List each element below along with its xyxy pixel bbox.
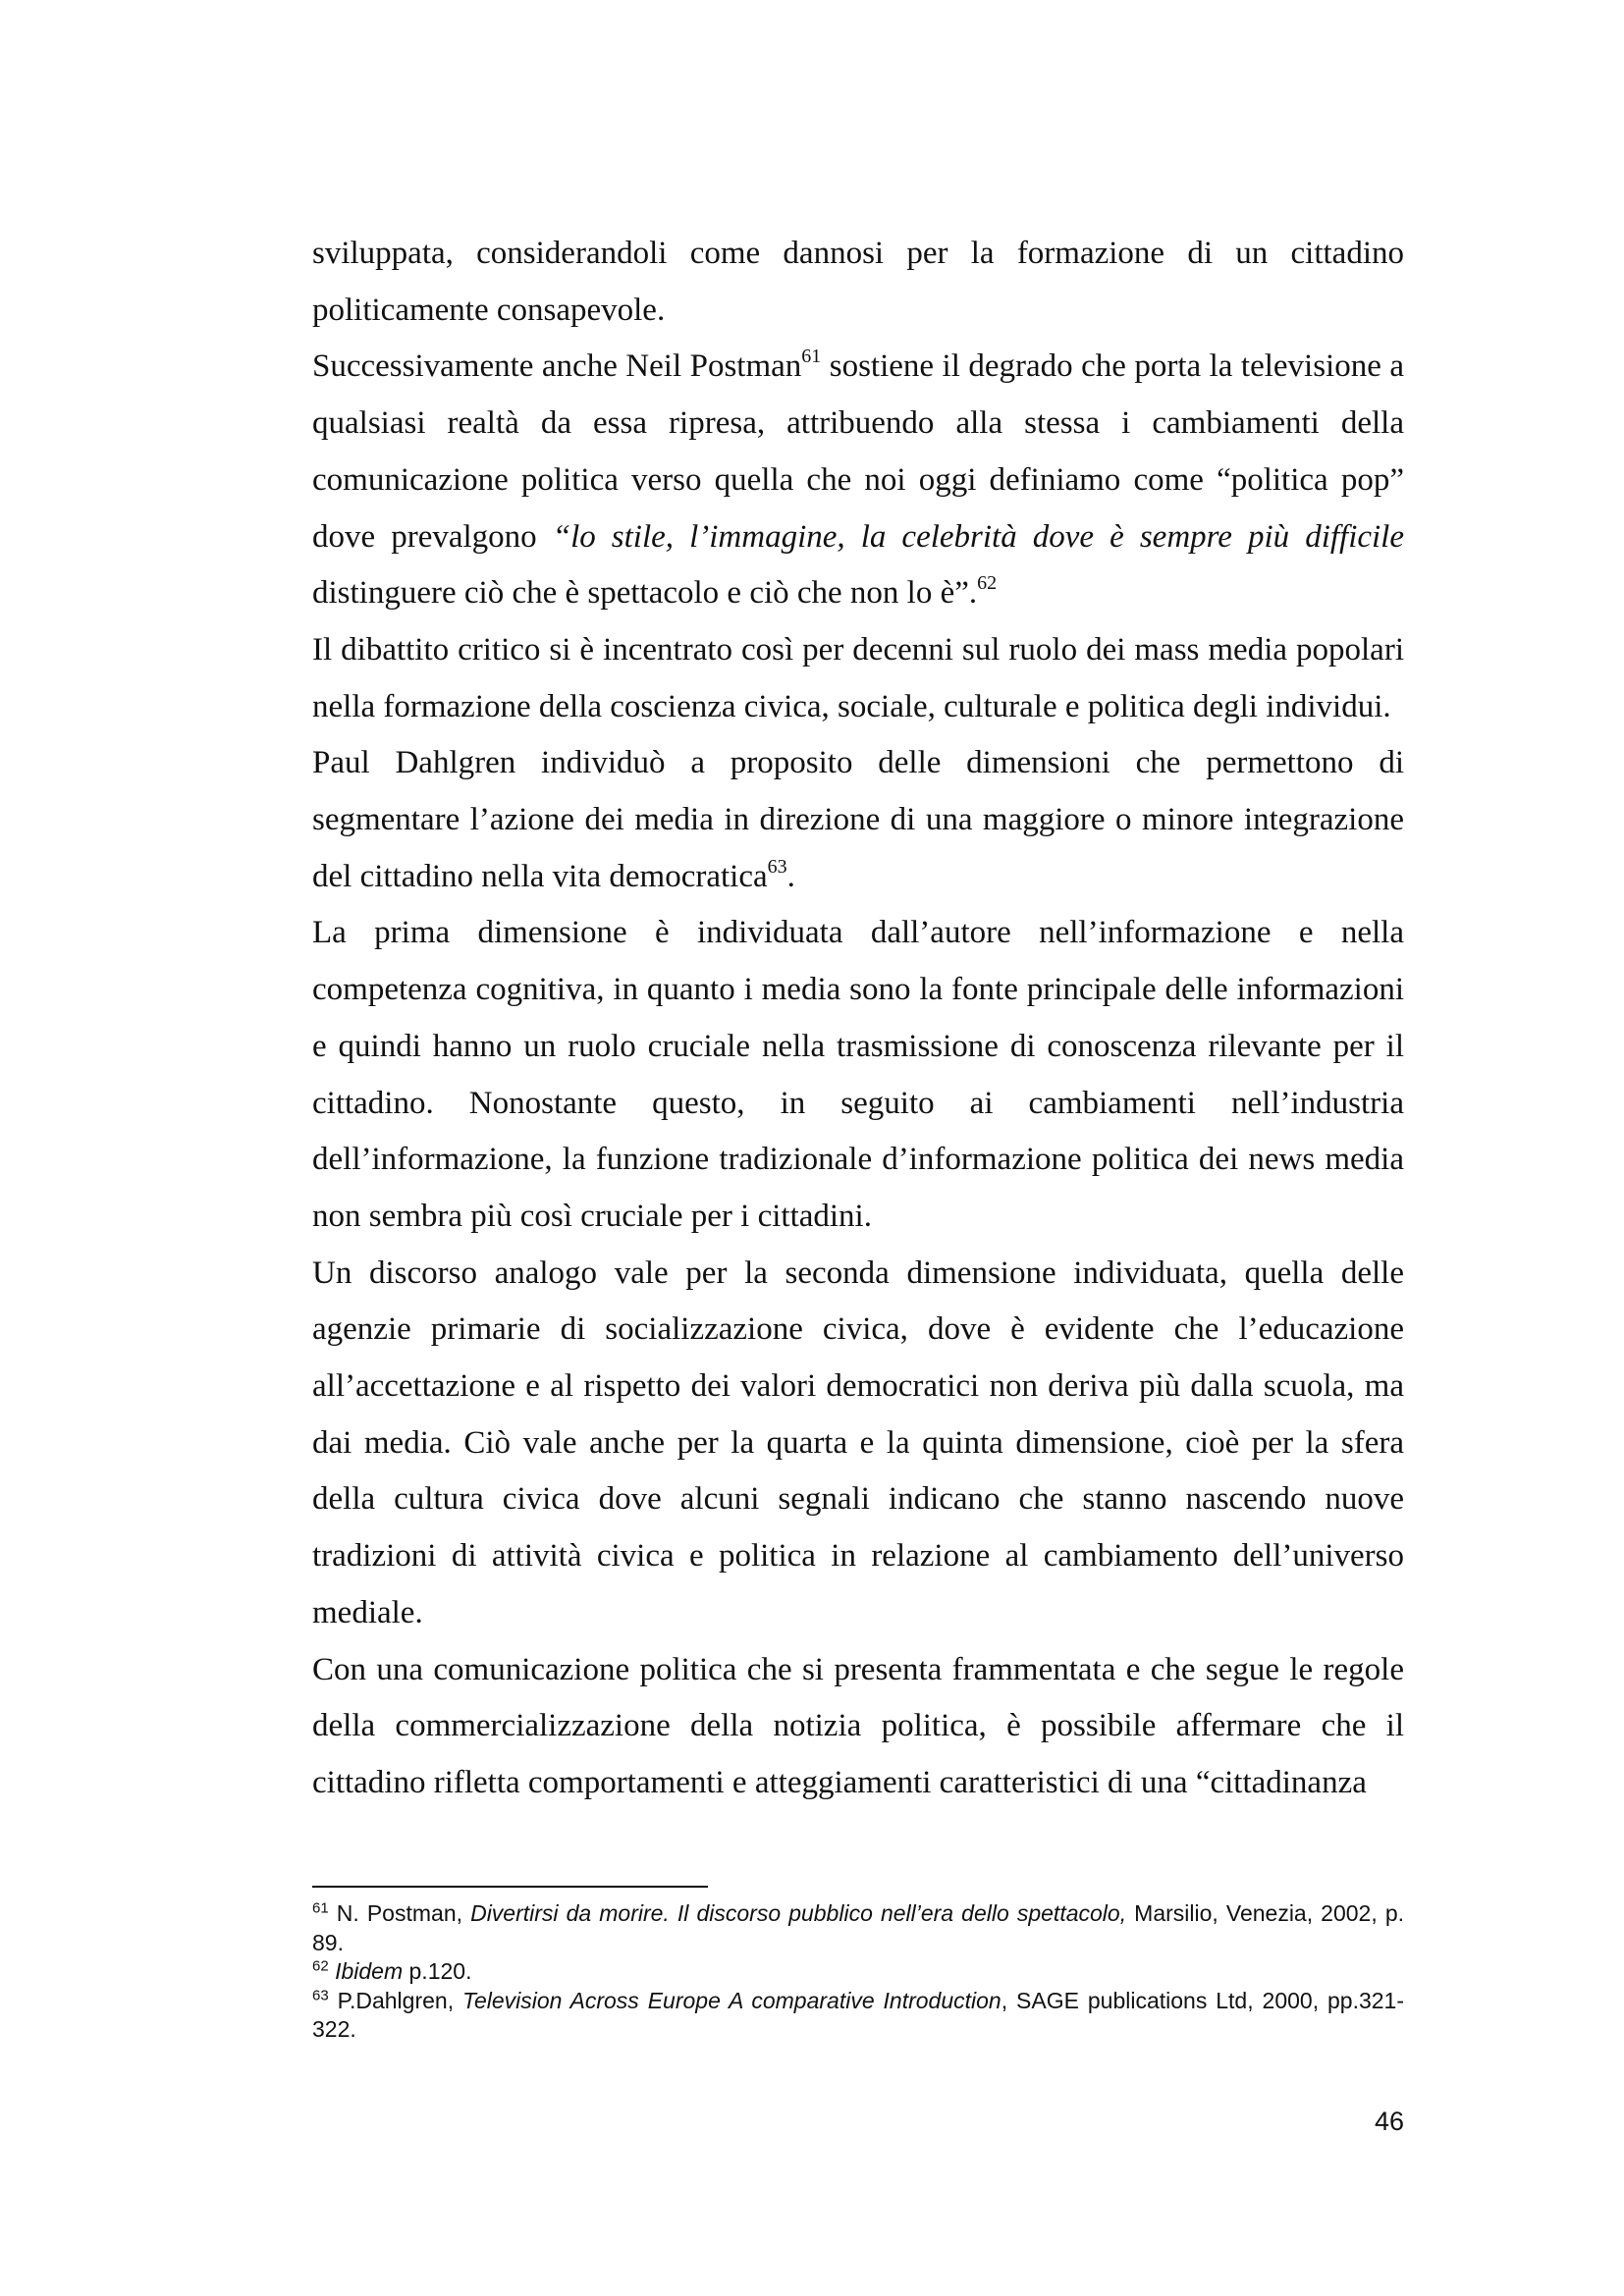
footnote-separator [312,1886,708,1888]
footnote-ref-63[interactable]: 63 [767,855,787,878]
footnote-title: Ibidem [335,1958,404,1984]
footnote-text-post: , SAGE publications Ltd, 2000, pp.321-322. [312,1987,1404,2042]
footnote-63 [312,1987,1404,2045]
paragraph-5: Un discorso analogo vale per la seconda dimensione individuata, quella delle agenzie primarie di socializzazione civica, dove è evidente che l’educazione all’accettazione e al rispetto dei valori democratici non deriva più dalla scuola, ma dai media. Ciò vale anche per la quarta e la quinta dimensione, cioè per la sfera della cultura civica dove alcuni segnali indicano che stanno nascendo nuove tradizioni di attività civica e politica in relazione al cambiamento dell’universo mediale. [312,1255,1404,1630]
footnote-title: Divertirsi da morire. Il discorso pubblico nell’era dello spettacolo, [470,1900,1127,1926]
paragraph-1-text-a: Successivamente anche Neil Postman [312,348,802,385]
paragraph-1-quote: “lo stile, l’immagine, la celebrità dove è sempre più difficile [552,518,1404,555]
paragraph-1-text-c: distinguere ciò che è spettacolo e ciò che non lo è”. [312,575,978,612]
paragraph-2: Il dibattito critico si è incentrato così per decenni sul ruolo dei mass media popolari nella formazione della coscienza civica, sociale, culturale e politica degli individui. [312,631,1404,724]
body-text [312,226,1404,1812]
paragraph-3 [312,735,1404,905]
paragraph-3-text-a: Paul Dahlgren individuò a proposito delle dimensioni che permettono di segmentare l’azione dei media in direzione di una maggiore o minore integrazione del cittadino nella vita democratica [312,745,1404,894]
footnote-text-post: p.120. [403,1958,472,1984]
paragraph-4: La prima dimensione è individuata dall’autore nell’informazione e nella competenza cognitiva, in quanto i media sono la fonte principale delle informazioni e quindi hanno un ruolo cruciale nella trasmissione di conoscenza rilevante per il cittadino. Nonostante questo, in seguito ai cambiamenti nell’industria dell’informazione, la funzione tradizionale d’informazione politica dei news media non sembra più così cruciale per i cittadini. [312,915,1404,1234]
footnote-title: Television Across Europe A comparative Introduction [462,1987,1001,2013]
footnote-number: 63 [312,1986,329,2003]
footnotes [312,1899,1404,2045]
footnote-61 [312,1899,1404,1957]
paragraph-3-text-b: . [786,858,795,894]
paragraph-1 [312,339,1404,622]
footnote-62 [312,1957,1404,1987]
page-number: 46 [1374,2107,1404,2136]
footnote-ref-62[interactable]: 62 [977,572,998,595]
footnote-ref-61[interactable]: 61 [801,346,822,368]
paragraph-6: Con una comunicazione politica che si presenta frammentata e che segue le regole della commercializzazione della notizia politica, è possibile affermare che il cittadino rifletta comportamenti e atteggiamenti caratteristici di una “cittadinanza [312,1651,1404,1800]
footnote-number: 61 [312,1899,329,1917]
paragraph-1-text-b: sostiene il degrado che porta la televisione a qualsiasi realtà da essa ripresa, attribuendo alla stessa i cambiamenti della comunicazione politica verso quella che noi oggi definiamo come “politica pop” dove prevalgono [312,348,1404,555]
footnote-text-pre: P.Dahlgren, [328,1987,463,2013]
footnote-text-pre: N. Postman, [328,1900,471,1926]
paragraph-0: sviluppata, considerandoli come dannosi per la formazione di un cittadino politicamente consapevole. [312,236,1404,328]
footnote-number: 62 [312,1957,329,1975]
footnote-text-post: Marsilio, Venezia, 2002, p. 89. [312,1900,1404,1955]
